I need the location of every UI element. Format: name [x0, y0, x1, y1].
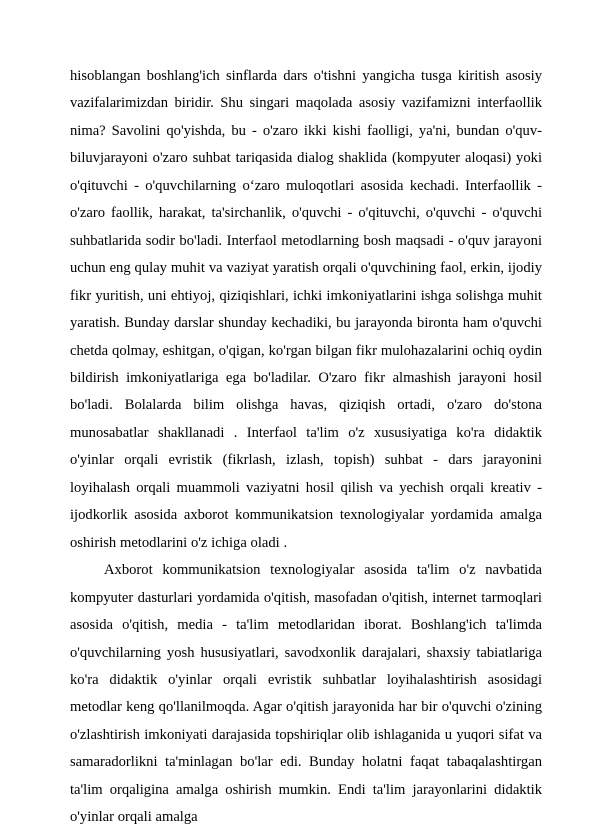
paragraph-2: Axborot kommunikatsion texnologiyalar asosida ta'lim o'z navbatida kompyuter dasturlari yordamida o'qitish, masofadan o'qitish, internet tarmoqlari asosida o'qitish, media - ta'lim metodlaridan iborat. Boshlang'ich ta'limda o'quvchilarning yosh hususiyatlari, savodxonlik darajalari, shaxsiy tabiatlariga ko'ra didaktik o'yinlar orqali evristik suhbatlar loyihalashtirish asosidagi metodlar keng qo'llanilmoqda. Agar o'qitish jarayonida har bir o'quvchi o'zining o'zlashtirish imkoniyati darajasida topshiriqlar olib ishlaganida u yuqori sifat va samaradorlikni ta'minlagan bo'lar edi. Bunday holatni faqat tabaqalashtirgan ta'lim orqaligina amalga oshirish mumkin. Endi ta'lim jarayonlarini didaktik o'yinlar orqali amalga	[70, 562, 546, 826]
document-text-body	[70, 63, 546, 832]
paragraph-1: hisoblangan boshlang'ich sinflarda dars o'tishni yangicha tusga kiritish asosiy vazifalarimizdan biridir. Shu singari maqolada asosiy vazifamizni interfaollik nima? Savolini qo'yishda, bu - o'zaro ikki kishi faolligi, ya'ni, bundan o'quv-biluvjarayoni o'zaro suhbat tariqasida dialog shaklida (kompyuter aloqasi) yoki o'qituvchi - o'quvchilarning oʻzaro muloqotlari asosida kechadi. Interfaollik - o'zaro faollik, harakat, ta'sirchanlik, o'quvchi - o'qituvchi, o'quvchi - o'quvchi suhbatlarida sodir bo'ladi. Interfaol metodlarning bosh maqsadi - o'quv jarayoni uchun eng qulay muhit va vaziyat yaratish orqali o'quvchining faol, erkin, ijodiy fikr yuritish, uni ehtiyoj, qiziqishlari, ichki imkoniyatlarini ishga solishga muhit yaratish. Bunday darslar shunday kechadiki, bu jarayonda bironta ham o'quvchi chetda qolmay, eshitgan, o'qigan, ko'rgan bilgan fikr mulohazalarini ochiq oydin bildirish imkoniyatlariga ega bo'ladilar. O'zaro fikr almashish jarayoni hosil bo'ladi. Bolalarda bilim olishga havas, qiziqish ortadi, o'zaro do'stona munosabatlar shakllanadi . Interfaol ta'lim o'z xususiyatiga ko'ra didaktik o'yinlar orqali evristik (fikrlash, izlash, topish) suhbat - dars jarayonini loyihalash orqali muammoli vaziyatni hosil qilish va yechish orqali kreativ - ijodkorlik asosida axborot kommunikatsion texnologiyalar yordamida amalga oshirish metodlarini o'z ichiga oladi .	[70, 68, 546, 551]
